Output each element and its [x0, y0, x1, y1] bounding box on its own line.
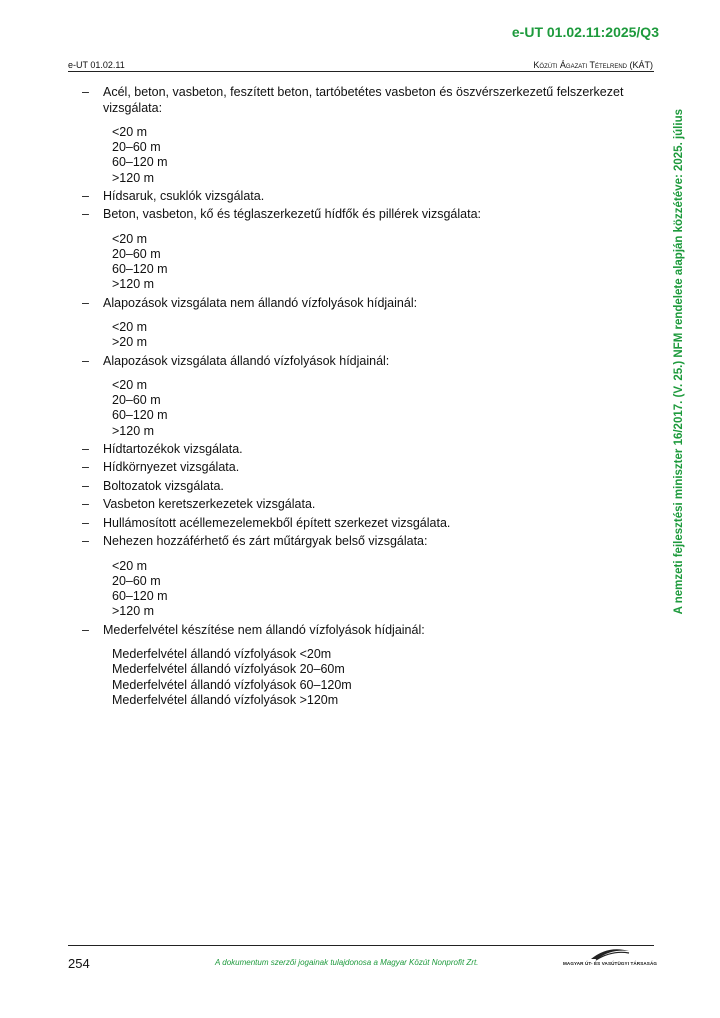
list-item-text: Hídtartozékok vizsgálata.	[103, 441, 243, 456]
list-dash: –	[82, 188, 89, 203]
document-body	[82, 85, 648, 711]
side-note	[666, 96, 692, 628]
sub-list-line: 60–120 m	[112, 408, 168, 423]
list-item-text: Acél, beton, vasbeton, feszített beton, tartóbetétes vasbeton és öszvérszerkezetű felszerkezet vizsgálata:	[103, 85, 624, 115]
list-item	[82, 497, 648, 513]
sub-list	[82, 232, 648, 293]
header-right-label: Közúti Ágazati Tételrend (KÁT)	[533, 60, 653, 70]
list-dash: –	[82, 534, 89, 549]
list-dash: –	[82, 85, 89, 99]
list-item-text: Hullámosított acéllemezelemekből épített szerkezet vizsgálata.	[103, 515, 451, 530]
sub-list-line: 60–120 m	[112, 155, 168, 170]
sub-list-line: <20 m	[112, 231, 148, 246]
sub-list-line: Mederfelvétel állandó vízfolyások 60–120m	[112, 677, 352, 692]
side-note-text: A nemzeti fejlesztési miniszter 16/2017. (V. 25.) NFM rendelete alapján közzétéve: 2025. július	[673, 109, 685, 615]
sub-list	[82, 647, 648, 708]
list-item	[82, 296, 648, 312]
list-item-text: Alapozások vizsgálata állandó vízfolyások hídjainál:	[103, 353, 390, 368]
list-item	[82, 442, 648, 458]
sub-list-line: 60–120 m	[112, 262, 168, 277]
list-dash: –	[82, 497, 89, 512]
list-item	[82, 516, 648, 532]
society-logo	[562, 944, 658, 970]
sub-list-line: Mederfelvétel állandó vízfolyások >120m	[112, 692, 339, 707]
sub-list	[82, 559, 648, 620]
list-item-text: Hídsaruk, csuklók vizsgálata.	[103, 188, 265, 203]
list-item	[82, 354, 648, 370]
sub-list-line: 60–120 m	[112, 589, 168, 604]
list-dash: –	[82, 295, 89, 310]
sub-list-line: <20 m	[112, 320, 148, 335]
sub-list-line: Mederfelvétel állandó vízfolyások 20–60m	[112, 662, 345, 677]
copyright-notice: A dokumentum szerzői jogainak tulajdonosa a Magyar Közút Nonprofit Zrt.	[215, 958, 479, 967]
sub-list-line: >120 m	[112, 604, 155, 619]
list-dash: –	[82, 353, 89, 368]
list-item-text: Hídkörnyezet vizsgálata.	[103, 460, 240, 475]
sub-list-line: 20–60 m	[112, 393, 161, 408]
page-number: 254	[68, 956, 90, 971]
list-item-text: Nehezen hozzáférhető és zárt műtárgyak belső vizsgálata:	[103, 534, 428, 549]
list-item	[82, 460, 648, 476]
list-item-text: Mederfelvétel készítése nem állandó vízfolyások hídjainál:	[103, 622, 425, 637]
list-item	[82, 623, 648, 639]
list-item-text: Boltozatok vizsgálata.	[103, 478, 224, 493]
sub-list-line: >20 m	[112, 335, 148, 350]
sub-list	[82, 320, 648, 350]
list-item	[82, 207, 648, 223]
sub-list	[82, 125, 648, 186]
sub-list	[82, 378, 648, 439]
list-item	[82, 534, 648, 550]
list-dash: –	[82, 460, 89, 475]
list-dash: –	[82, 478, 89, 493]
list-item	[82, 479, 648, 495]
list-dash: –	[82, 441, 89, 456]
sub-list-line: <20 m	[112, 558, 148, 573]
sub-list-line: 20–60 m	[112, 140, 161, 155]
sub-list-line: <20 m	[112, 125, 148, 139]
sub-list-line: >120 m	[112, 423, 155, 438]
logo-text: MAGYAR ÚT- ÉS VASÚTÜGYI TÁRSASÁG	[562, 961, 658, 966]
sub-list-line: 20–60 m	[112, 574, 161, 589]
list-dash: –	[82, 207, 89, 222]
list-item	[82, 189, 648, 205]
header-divider	[68, 71, 654, 72]
list-item	[82, 85, 648, 116]
list-item-text: Vasbeton keretszerkezetek vizsgálata.	[103, 497, 316, 512]
sub-list-line: Mederfelvétel állandó vízfolyások <20m	[112, 647, 332, 662]
road-arc-icon	[590, 944, 630, 962]
list-item-text: Alapozások vizsgálata nem állandó vízfolyások hídjainál:	[103, 295, 418, 310]
list-item-text: Beton, vasbeton, kő és téglaszerkezetű hídfők és pillérek vizsgálata:	[103, 207, 481, 222]
header-left-label: e-UT 01.02.11	[68, 60, 125, 70]
sub-list-line: 20–60 m	[112, 247, 161, 262]
sub-list-line: >120 m	[112, 170, 155, 185]
document-code: e-UT 01.02.11:2025/Q3	[511, 24, 659, 40]
list-dash: –	[82, 622, 89, 637]
sub-list-line: <20 m	[112, 378, 148, 393]
list-dash: –	[82, 515, 89, 530]
sub-list-line: >120 m	[112, 277, 155, 292]
